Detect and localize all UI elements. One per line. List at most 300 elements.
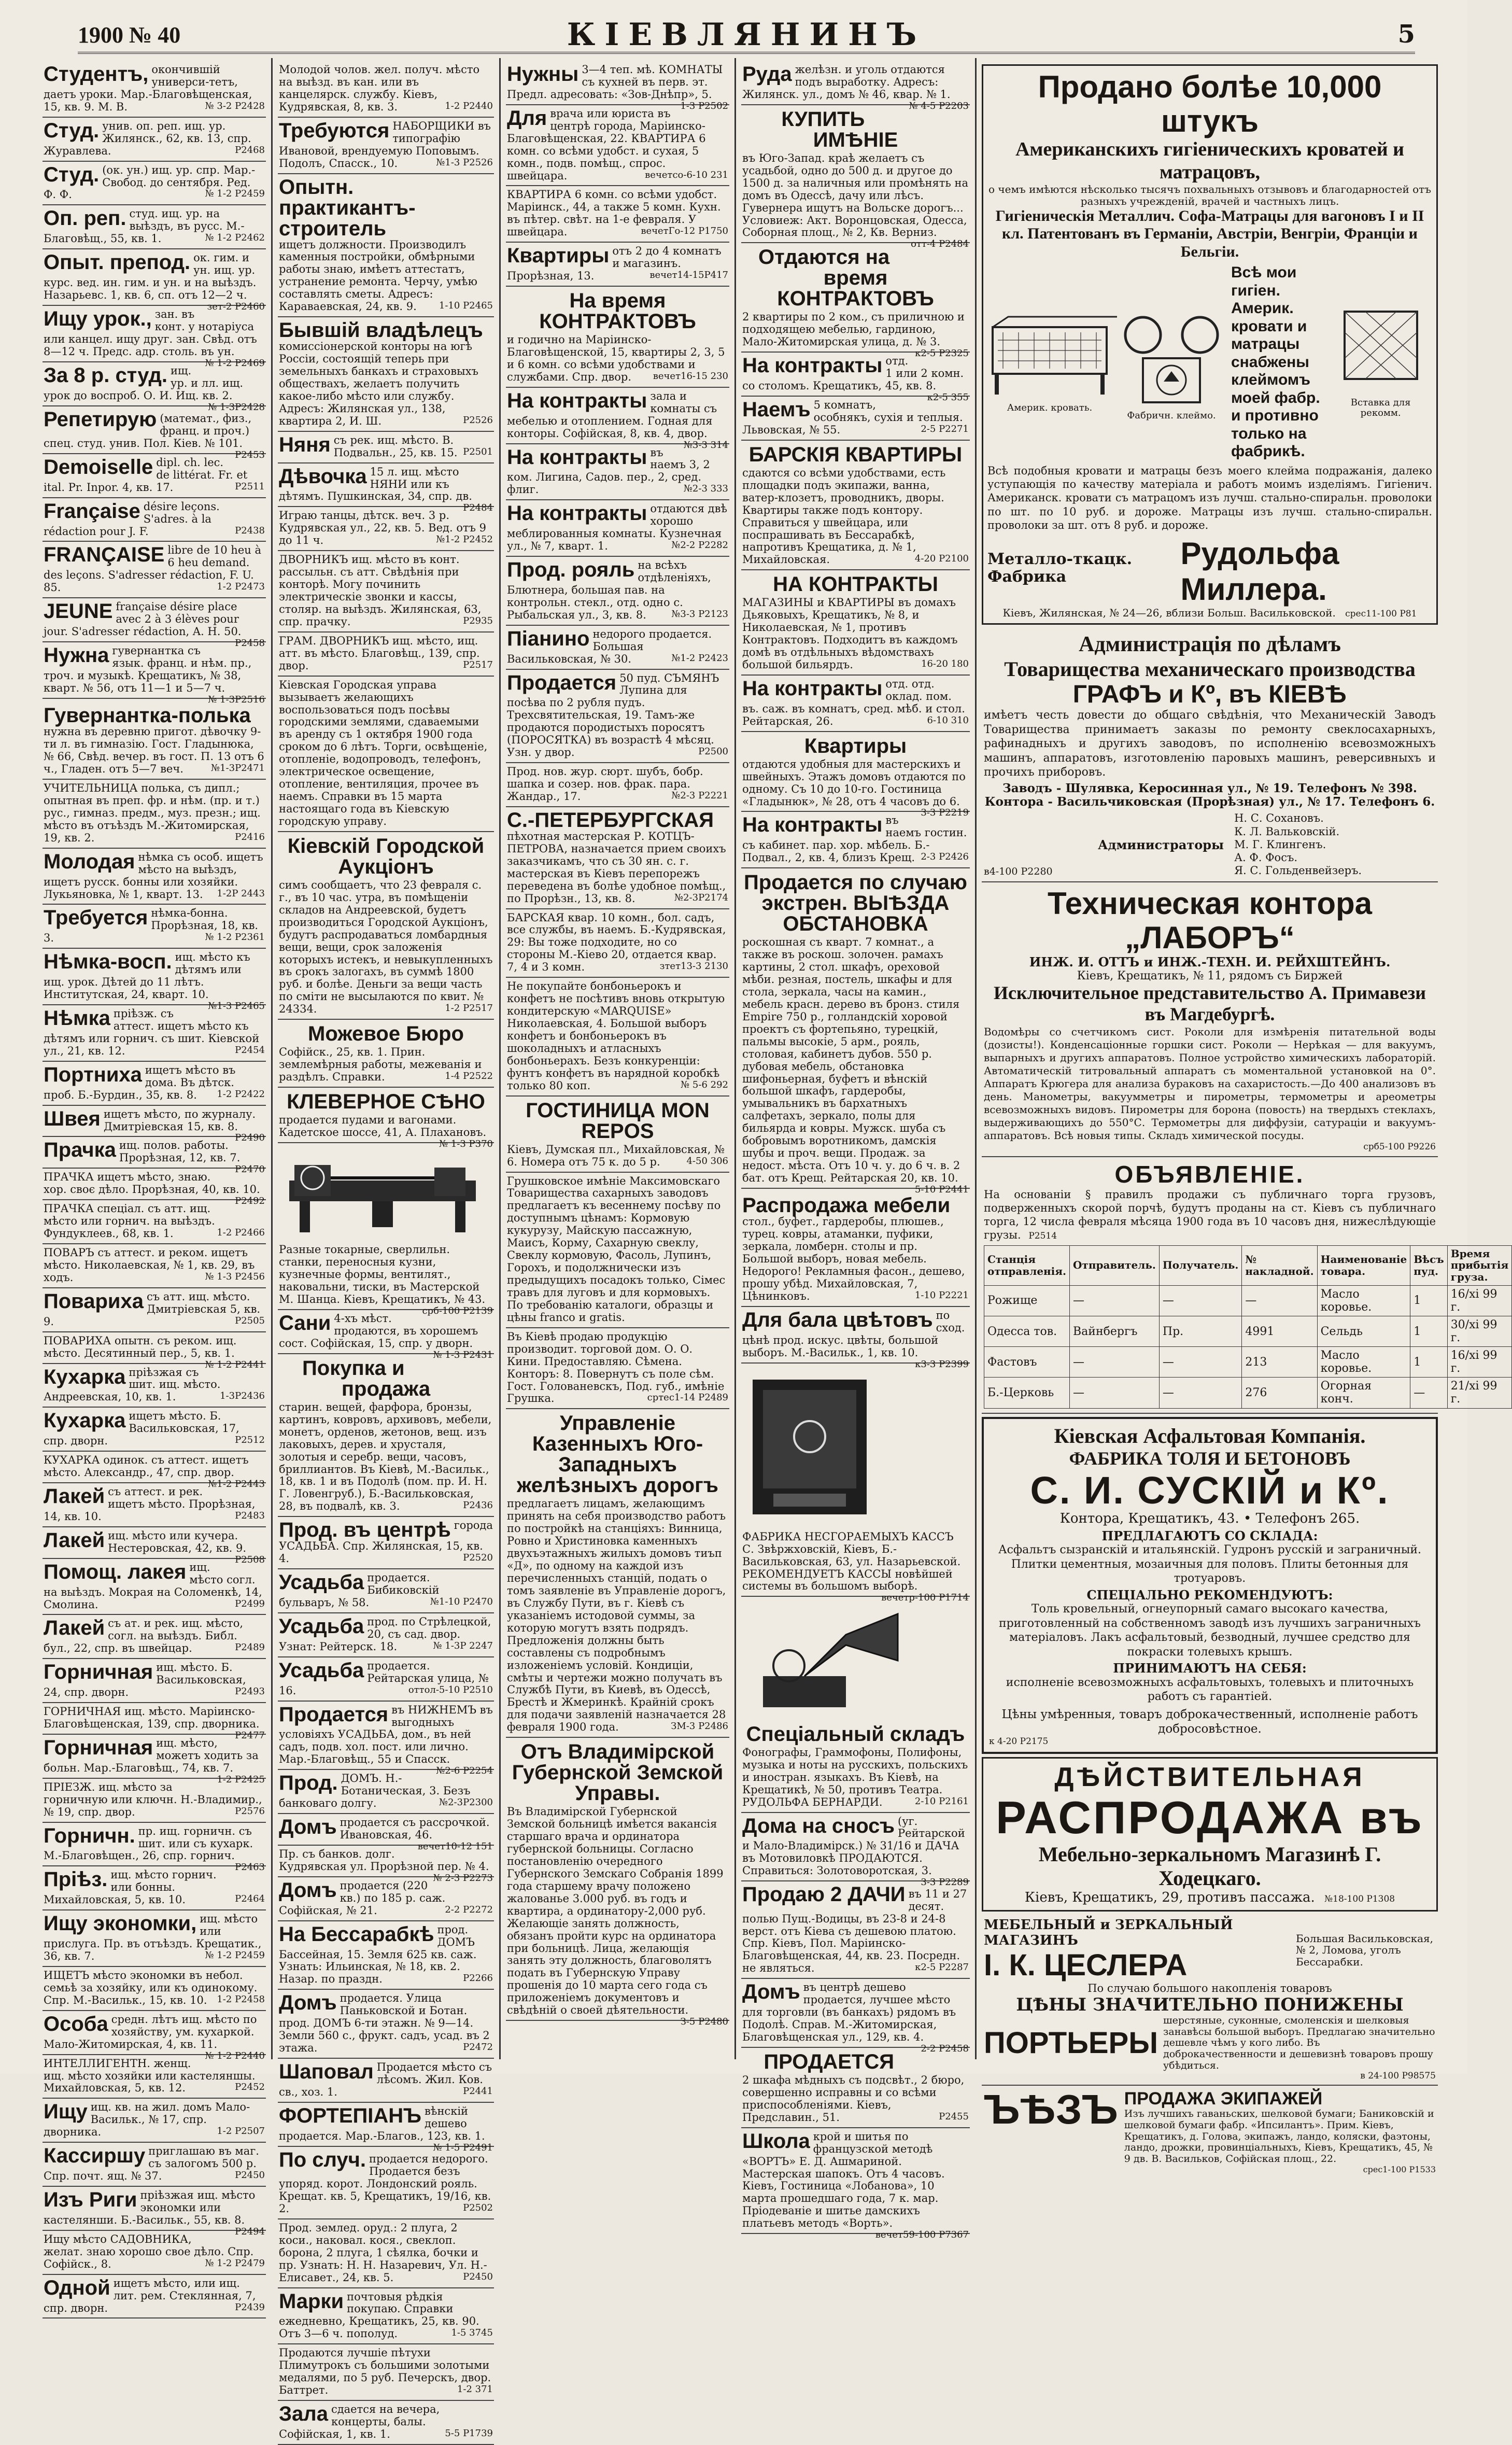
table-cell: — (1410, 1378, 1448, 1408)
ad-text: 4-хъ мѣст. продаются, въ хорошемъ сост. Софійская, 15, спр. у дворн. (279, 1312, 478, 1350)
ad-code: P2511 (235, 481, 265, 492)
classified-ad (741, 732, 970, 819)
ad-text: 15 л. ищ. мѣсто НЯНИ или къ дѣтямъ. Пушкинская, 34, спр. дв. (279, 465, 472, 503)
ad-code: № 1-3 P2431 (433, 1349, 493, 1360)
ad-code: P2450 (463, 2271, 493, 2282)
ad-code: P2463 (235, 1862, 265, 1873)
beds-illustrations (987, 264, 1432, 461)
ad-text: роскошная съ кварт. 7 комнат., а также въ роскош. золочен. рамахъ картины, 2 стол. шкафъ, ореховой мѣби. резная, постель, шкафы и для стола, зеркала, часы на камин., мебель красн. дерево въ бронз. стиля Empire 750 р., голландскій хоровой проектъ съ фортепьяно, турецкій, пальмы высокіе, 5 арм., рояль, столовая, кабинетъ дубов. 550 р. дубовая мебель, обстановка шифоньерная, буфетъ и вѣнскій большой шкафъ, гардеробы, умывальникъ въ бархатныхъ салфетахъ, зеркало, полы для бильярдa и ковры. Мужск. шуба съ бобровымъ воротникомъ, дамскія шубы и проч. вещи. Продаж. за недост. мѣста. Отъ 10 ч. у. до 6 ч. в. 2 бат. отъ Крещ. Рейтарская 20, кв. 10. (742, 936, 960, 1184)
ad-heading: На время КОНТРАКТОВЪ (539, 289, 696, 333)
ad-code: P2464 (235, 1893, 265, 1905)
ad-code: P2489 (235, 1642, 265, 1653)
ad-code: P2477 (235, 1730, 265, 1741)
table-cell: 1 (1410, 1347, 1448, 1378)
classified-ad (43, 1005, 266, 1062)
ad-code: 5-5 P1739 (445, 2427, 493, 2439)
classified-ad (278, 1770, 494, 1814)
ad-text: въ наемъ гостин. съ кабинет. пар. хор. мѣбель. Б.-Подвал., 2, кв. 4, близъ Крещ. (742, 814, 967, 864)
classified-ad (43, 162, 266, 206)
ad-code: P2484 (463, 502, 493, 514)
ad-heading: С.-ПЕТЕРБУРГСКАЯ (507, 808, 714, 832)
sale-line1: ДѢЙСТВИТЕЛЬНАЯ (1054, 1762, 1365, 1793)
asphalt-accept-title: ПРИНИМАЮТЪ НА СЕБЯ: (1113, 1661, 1307, 1676)
ad-code: сртес1-14 P2489 (647, 1392, 728, 1403)
beds-intro: о чемъ имѣются нѣсколько тысячъ похвальныхъ отзывовъ и благодарностей отъ разныхъ учрежденій, врачей и частныхъ лицъ. (988, 183, 1431, 208)
ad-code: к3-3 P2399 (915, 1358, 969, 1370)
ad-text: продается. Улица Паньковской и Ботан. прод. ДОМЪ 6-ти этажн. № 9—14. Земли 560 с., фрукт. садъ, усад. въ 2 этажа. (279, 1992, 490, 2055)
ad-heading: Прод. рояль (507, 558, 635, 581)
ad-heading: На Бессарабкѣ (279, 1922, 434, 1946)
ad-text: ищетъ мѣсто въ дома. Въ дѣтск. проб. Б.-Бурдин., 35, кв. 8. (44, 1063, 236, 1101)
table-row (984, 1347, 1512, 1378)
ad-heading: Портниха (44, 1063, 142, 1086)
ad-heading: Усадьба (279, 1659, 364, 1682)
ad-heading: Кіевскій Городской Аукціонъ (287, 834, 485, 878)
ad-text: гувернантка съ язык. франц. и нѣм. пр., троч. и музыкѣ. Крещатикъ, № 38, кварт. № 56, отъ 11—1 и 5—7 ч. (44, 644, 252, 694)
ad-text: стол., буфет., гардеробы, плюшев., турец. ковры, атаманки, пуфики, зеркала, ломберн. столы и пр. Большой выборъ, новая мебель. Недорого! Рекламныя фасон., дешево, прошу убѣд. Михайловская, 7, Цѣнинковъ. (742, 1215, 965, 1303)
classified-ad (506, 807, 729, 909)
ad-code: P2493 (235, 1686, 265, 1697)
ad-text: приглашаю въ маг. съ залогомъ 500 р. Спр. почт. ящ. № 37. (44, 2145, 259, 2183)
graf-admin-name: М. Г. Клингенъ. (1234, 838, 1326, 851)
asphalt-line2: ФАБРИКА ТОЛЯ И БЕТОНОВЪ (1069, 1448, 1351, 1469)
ad-heading: Наемъ (742, 398, 811, 421)
safe-illustration (742, 1369, 969, 1528)
ad-heading: Нужны (507, 63, 579, 86)
ad-code: 4-20 P2100 (914, 553, 969, 565)
ad-code: 1-2 P2507 (217, 2126, 265, 2137)
ad-text: ищетъ мѣсто, по журналу. Дмитріевская 15, кв. 8. (103, 1107, 256, 1133)
classified-ad (43, 1527, 266, 1565)
classified-ad (43, 1452, 266, 1490)
classified-ad (43, 1615, 266, 1659)
labor-body: Водомѣры со счетчикомъ сист. Роколи для измѣренія питательной воды (дозисты!). Конденсаціонные горшки сист. Роколи — Нерѣкая — для вакуумъ, выпарныхъ и другихъ аппаратовъ. Полное устройство химическихъ лабораторій. Автоматическій титровальный аппаратъ съ моментальной установкой на 0°. Аппаратъ Крюгера для анализа бураковъ на сахаристость.—До 400 анализовъ въ день. Манометры, вакуумметры и пирометры, термометры и ареометры всевозможныхъ видовъ. Пирометры для борона (повость) на твердыхъ стеклахъ, выдерживающихъ до 550°С. Термометры для диффузіи, сатураціи и вакуумъ-аппаратовъ. Всѣ новыя типы. Складъ химической посуды. (984, 1025, 1436, 1142)
sale-address: Кіевъ, Крещатикъ, 29, противъ пассажа. (1024, 1890, 1315, 1906)
ad-code: P2500 (698, 746, 728, 757)
tsesler-price: ЦѢНЫ ЗНАЧИТЕЛЬНО ПОНИЖЕНЫ (1016, 1994, 1404, 2016)
ad-text: и годично на Маріинско-Благовѣщенской, 15, квартиры 2, 3, 5 и 6 комн. со всѣми удобствами и службами. Спр. двор. (507, 333, 725, 383)
ad-code: 2-2 P2458 (921, 2043, 969, 2054)
ad-text: съ рек. ищ. мѣсто. В. Подвальн., 25, кв. 15. (333, 433, 458, 459)
notice-body (984, 1188, 1436, 1242)
ad-code: вечетГо-12 P1750 (641, 226, 728, 237)
ad-text: почтовыя рѣдкія покупаю. Справки ежедневно, Крещатикъ, 25, кв. 90. Отъ 3—6 ч. пополуд. (279, 2290, 479, 2340)
ad-text: продается пудами и вагонами. Кадетское шоссе, 41, А. Плахановъ. (279, 1114, 487, 1139)
ad-text: Ищу мѣсто САДОВНИКА, желат. знаю хорошо свое дѣло. Спр. Софійск., 8. (44, 2232, 254, 2270)
ad-heading: ФОРТЕПІАНЪ (279, 2104, 421, 2127)
ad-heading: Студ. (44, 119, 100, 142)
ad-text: ищ. мѣсто или кучера. Нестеровская, 42, кв. 9. (108, 1529, 247, 1554)
graf-admins-list (1234, 812, 1362, 877)
classified-ad (278, 2103, 494, 2153)
ad-code: P2439 (235, 2301, 265, 2313)
ad-text: въ центрѣ дешево продается, лучшее мѣсто для торговли (въ банкахъ) рядомъ въ Подолѣ. Справ. М.-Житомирская, Благовѣщенская ул., 129, кв. 4. (742, 1981, 956, 2044)
column-5-display-ads (977, 58, 1509, 2174)
ad-code: P2499 (235, 1598, 265, 1609)
ad-text: ищетъ должности. Производилъ каменныя постройки, обмѣрными работы знаю, имѣетъ аттестатъ, устранение ремонта. Черчу, умѣю составлять сметы. Адресъ: Караваевская, 24, кв. 9. (279, 238, 477, 313)
ad-code: P2458 (235, 638, 265, 649)
ad-text: КВАРТИРА 6 комн. со всѣми удобст. Маріинск., 44, а также 5 комн. Кухн. въ пѣтер. свѣт. на 1-е февраля. У швейцара. (507, 188, 721, 238)
ad-code: оттол-5-10 P2510 (408, 1684, 493, 1695)
ad-code: №1-10 P2470 (430, 1596, 493, 1608)
notice-column-header: Станція отправленія. (984, 1245, 1070, 1285)
classified-ad (506, 1738, 729, 2028)
ad-code: № 1-2 P2440 (205, 2050, 265, 2061)
graf-admin-name: К. Л. Вальковскій. (1234, 825, 1340, 838)
ad-code: к2-5 355 (927, 392, 969, 403)
classified-ad (741, 1813, 970, 1888)
notice-title: ОБЪЯВЛЕНІЕ. (1114, 1160, 1305, 1188)
classified-ad (278, 1569, 494, 1613)
graf-body: имѣетъ честь довести до общаго свѣдѣнія, что Механическій Заводъ Товарищества принимаетъ заказы по ремонту свеклосахарныхъ, рафинадныхъ и другихъ заводовъ, по исполненію всевозможныхъ машинъ, аппаратовъ, изготовленію паровыхъ машинъ, реверсивныхъ и прочихъ приборовъ. (984, 709, 1436, 779)
ad-code: к2-5 P2287 (915, 1962, 969, 1973)
ad-code: P2502 (463, 2202, 493, 2213)
table-cell: — (1070, 1378, 1160, 1408)
ad-heading: Зала (279, 2402, 328, 2426)
classified-ad (506, 444, 729, 501)
ad-heading: Распродажа мебели (742, 1194, 951, 1217)
classified-ad (278, 1613, 494, 1657)
table-cell: — (1242, 1285, 1317, 1316)
ad-text: ищ. мѣсто горнич. или бонны. Михайловская, 5, кв. 10. (44, 1868, 217, 1906)
classified-ad (43, 1866, 266, 1910)
ad-text: сдаются со всѣми удобствами, есть площадки подъ экипажи, ванна, ватер-клозетъ, проводникъ, дворы. Квартиры также подъ контору. Справиться у швейцара, или поспрашивать въ Бессарабкѣ, напротивъ Крещатика, д. № 1, Михайловская. (742, 466, 946, 566)
ad-heading: ГОСТИНИЦА MON REPOS (526, 1099, 710, 1143)
classified-ad (43, 1735, 266, 1785)
ad-text: ГРАМ. ДВОРНИКЪ ищ. мѣсто, ищ. атт. въ мѣсто. Благовѣщ., 139, спр. двор. (279, 634, 480, 672)
ad-text: française désire place avec 2 à 3 élèves pour jour. S'adresser rédaction, A. H. 50. (44, 600, 242, 638)
ad-code: P2576 (235, 1805, 265, 1817)
sale-line2: РАСПРОДАЖА въ (996, 1791, 1424, 1843)
classified-ad (741, 353, 970, 403)
ad-code: 1-4 P2522 (445, 1071, 493, 1082)
ad-text: продается. Бибиковскій бульваръ, № 58. (279, 1571, 440, 1609)
ad-labor-office (982, 882, 1438, 1157)
ad-text: отдаются двѣ хорошо меблированныя комнаты. Кузнечная ул., № 7, кварт. 1. (507, 502, 728, 553)
table-cell: Фастовъ (984, 1347, 1070, 1378)
ad-heading: На контракты (507, 445, 647, 469)
ad-heading: На контракты (507, 502, 647, 525)
ad-code: P2470 (235, 1164, 265, 1175)
table-cell: Вайнбергъ (1070, 1316, 1160, 1347)
classified-ad (506, 763, 729, 807)
notice-table-body (984, 1285, 1512, 1408)
graf-admins-label: Администраторы (1098, 837, 1224, 852)
ad-heading: На контракты (742, 677, 883, 700)
asphalt-offer-title: ПРЕДЛАГАЮТЪ СО СКЛАДА: (1101, 1528, 1318, 1543)
ad-heading: Кассиршу (44, 2144, 146, 2168)
classified-ad (278, 1702, 494, 1777)
classified-ad (278, 2401, 494, 2445)
ad-text: города УСАДЬБА. Спр. Жилянская, 15, кв. 4. (279, 1519, 493, 1565)
classified-ad (43, 1169, 266, 1207)
ad-heading: Дѣвочка (279, 465, 367, 488)
classified-ad (278, 1310, 494, 1360)
ad-heading: Управленіе Казенныхъ Юго-Западныхъ желѣзныхъ дорогъ (517, 1412, 718, 1497)
phono-illustration (742, 1603, 969, 1720)
ad-text: продается недорого. Продается безъ упоряд. корот. Лондонский рояль. Крещат. кв. 5, Крещатикъ, 19/16, кв. 2. (279, 2153, 491, 2215)
ad-text: désire leçons. S'adres. à la rédaction pour J. F. (44, 500, 220, 538)
tsesler-note: По случаю большого накопленія товаровъ (1087, 1982, 1332, 1995)
classified-ad (506, 287, 729, 388)
ad-text: ПОВАРИХА опытн. съ реком. ищ. мѣсто. Десятинный пер., 5, кв. 1. (44, 1334, 237, 1359)
ad-text: старин. вещей, фарфора, бронзы, картинъ, ковровъ, архивовъ, мебели, монетъ, орденов, жетонов, вещ. изъ лаковыхъ, дерев. и хрусталя, золотыя и серебр. вещи, часовъ, бриллиантов. Въ Кіевѣ, М.-Васильк., 18, кв. 1 и въ Подолѣ (пом. пр. И. Н. Г. Ловенгруб.), Б.-Васильковская, 28, въ подвалѣ, кв. 3. (279, 1400, 492, 1513)
ad-text: вѣнскій дешево продается. Мар.-Благов., 123, кв. 1. (279, 2104, 485, 2142)
ad-code: 1-5 3745 (451, 2327, 493, 2339)
ad-code: № 1-2 P2459 (205, 188, 265, 200)
classified-ad (278, 677, 494, 832)
notice-column-header: Отправитель. (1070, 1245, 1160, 1285)
classified-ad (741, 441, 970, 571)
ad-heading: Лакей (44, 1485, 105, 1508)
classified-ad (741, 676, 970, 732)
ad-text: ГОРНИЧНАЯ ищ. мѣсто. Маріинско-Благовѣщенская, 139, спр. дворника. (44, 1705, 260, 1731)
ad-code: ЗМ-3 P2486 (671, 1721, 728, 1732)
ad-code: № 1-3 P2456 (205, 1271, 265, 1282)
ad-heading: Руда (742, 63, 792, 86)
ad-code: 3-3 P2219 (921, 807, 969, 819)
ad-code: P2508 (235, 1554, 265, 1565)
ad-heading: На контракты (507, 389, 647, 412)
classified-ad (741, 1364, 970, 1604)
ad-text: нѣмка-бонна. Прорѣзная, 18, кв. 3. (44, 907, 259, 945)
ad-text: симъ сообщаетъ, что 23 февраля с. г., въ 10 час. утра, въ помѣщеніи складов на Андреевской, будетъ производиться Городской Аукціонъ, будутъ распродаваться ломбардныя вещи, вещи, срок заложенія которыхъ истекъ, и невыкупленныхъ въ срокъ залогахъ, въ суммѣ 1800 руб. и болѣе. Деньги за вещи часть по сміти не высылаются по квит. № 24334. (279, 878, 493, 1016)
ad-code: № 1-2 P2469 (205, 357, 265, 369)
ad-heading: Для (507, 106, 547, 130)
notice-column-header: Наименованіе товара. (1317, 1245, 1410, 1285)
ad-code: № 1-2 P2361 (205, 932, 265, 943)
ad-heading: БАРСКІЯ КВАРТИРЫ (748, 443, 963, 466)
lathe-icon (279, 1149, 486, 1238)
ad-heading: Для бала цвѣтовъ (742, 1309, 933, 1332)
ad-text: libre de 10 heu à 6 heu demand. des leçons. S'adresser rédaction, F. U. 85. (44, 544, 261, 594)
ad-code: № 1-2 P2459 (205, 1950, 265, 1961)
classified-ad (43, 1703, 266, 1741)
classified-ad (43, 1106, 266, 1144)
column-3 (501, 58, 736, 2059)
ad-text: Молодой чолов. жел. получ. мѣсто на выѣзд. въ кан. или въ канцелярск. службу. Кіевъ, Кудрявская, 8, кв. 3. (279, 63, 480, 113)
table-cell: Масло коровье. (1317, 1285, 1410, 1316)
ad-code: P2454 (235, 1044, 265, 1056)
ad-heading: Кухарка (44, 1365, 126, 1388)
ad-code: №1-2 P2423 (671, 652, 728, 664)
ad-code: P2472 (463, 2042, 493, 2053)
ad-text: ищ. полов. работы. Прорѣзная, 12, кв. 7. (119, 1139, 241, 1164)
ad-text: (математ., физ., франц. и проч.) спец. студ. унив. Пол. Кіев. № 101. (44, 412, 252, 449)
ad-heading: Продается (507, 671, 617, 694)
ad-heading: Продаю 2 ДАЧИ (742, 1883, 906, 1906)
ad-code: P2492 (235, 1196, 265, 1207)
classified-ad (741, 570, 970, 676)
labor-rep-title: Исключительное представительство А. Примавези въ Магдебургѣ. (994, 982, 1426, 1025)
graf-line2: Товарищества механическаго производства (1004, 657, 1416, 681)
table-row (984, 1285, 1512, 1316)
phonograph-icon (742, 1604, 908, 1718)
ad-text: сдается на вечера, концерты, балы. Софійская, 1, кв. 1. (279, 2403, 440, 2440)
ad-text: ищ. кв. на жил. домъ Мало-Васильк., № 17, спр. дворника. (44, 2101, 250, 2139)
classified-ad (43, 849, 266, 905)
ad-text: отъ 2 до 4 комнатъ и магазинъ. Прорѣзная, 13. (507, 245, 722, 283)
ad-heading: Ищу экономки, (44, 1912, 197, 1935)
ad-code: №2-2 P2282 (671, 540, 728, 551)
asphalt-name: С. И. СУСКІЙ и Кº. (1030, 1468, 1390, 1512)
ad-text: Грушковское имѣніе Максимовскаго Товарищества сахарныхъ заводовъ предлагаетъ къ весеннему посѣву по доступнымъ цѣнамъ: Кормовую кукурузу, Майскую пассажную, Маисъ, Корму, Сахарную свеклу, Свеклу кормовую, Фасоль, Лупинъ, Горохъ, и подолжнически изъ предыдущихъ посадокъ только, Сімес травъ для луговъ и для кормовыхъ. По требованію каталоги, образцы и цѣны franco и gratis. (507, 1174, 726, 1324)
ad-text: КУХАРКА одинок. съ аттест. ищетъ мѣсто. Александр., 47, спр. двор. (44, 1454, 249, 1479)
ad-text: на всѣхъ отдѣленіяхъ, Блютнера, большая пав. на контрольн. стекл., отд. одно с. Рыбальская ул., 3, кв. 8. (507, 559, 711, 621)
beds-address-text: Кіевъ, Жилянская, № 24—26, вблизи Больш. Васильковской. (1002, 607, 1336, 619)
classified-ad (43, 598, 266, 649)
ad-code: 2-3 P2426 (921, 851, 969, 863)
ad-heading: Бывшій владѣлецъ (279, 319, 483, 342)
ad-graf-company (982, 628, 1438, 882)
beds-title: Продано болѣе 10,000 штукъ (1038, 69, 1382, 138)
labor-address: Кіевъ, Крещатикъ, № 11, рядомъ съ Биржей (1077, 969, 1343, 982)
ad-khodetsky-sale (982, 1757, 1438, 1912)
ad-code: P2455 (939, 2111, 969, 2122)
classified-ad (43, 2231, 266, 2275)
ad-heading: Продается по случаю экстрен. ВЫѢЗДА ОБСТАНОВКА (744, 871, 967, 936)
ad-heading: Отдаются на время КОНТРАКТОВЪ (758, 246, 934, 311)
ad-freight-notice (982, 1157, 1509, 1414)
ad-text: Прод. землед. оруд.: 2 плуга, 2 коси., наковал. кося., свеклоп. борона, 2 плуга, 1 сѣялка, бочки и пр. Узнать: Н. Н. Назаревич, Ул. Н.-Елисавет., 24, кв. 5. (279, 2221, 487, 2284)
ad-heading: Горничн. (44, 1824, 135, 1847)
beds-body: Всѣ подобныя кровати и матрацы безъ моего клейма подражанія, далеко уступающія по качеству матеріала и работъ моимъ изделіямъ. Гигіенич. Американск. кровати съ матрацомъ изъ лучш. стально-спиральн. проволоки по шт. по 10 руб. и дороже. Матрацы изъ лучш. стально-спиральн. проволоки за шт. отъ 8 руб. и дороже. (987, 464, 1432, 531)
ad-code: № 1-3P 2247 (433, 1640, 493, 1651)
ad-text: 5 комнатъ, особнякъ, сухія и теплыя. Львовская, № 55. (742, 399, 963, 436)
ad-text: Фонографы, Граммофоны, Полифоны, музыка и ноты на русскихъ, польскихъ и иностран. языкахъ. Въ Кіевѣ, на Крещатикѣ, № 50, противъ Театра. РУДОЛЬФА БЕРНАРДИ. (742, 1746, 968, 1808)
table-cell: Рожище (984, 1285, 1070, 1316)
graf-admin-name: А. Ф. Фосъ. (1234, 851, 1298, 864)
ad-heading: Марки (279, 2289, 344, 2313)
ad-code: вечет14-15P417 (649, 270, 728, 281)
ad-text: Пр. съ банков. долг. Кудрявская ул. Прорѣзной пер. № 4. (279, 1847, 489, 1873)
classified-ad (506, 670, 729, 764)
ad-text: ищ. мѣсто или прислуга. Пр. въ отъѣздъ. Крещатик., 36, кв. 7. (44, 1913, 262, 1963)
table-cell: — (1159, 1347, 1241, 1378)
ad-text: (ок. ун.) ищ. ур. спр. Мар.-Свобод. до сентября. Ред. Ф. Ф. (44, 163, 256, 201)
classified-ad (43, 2011, 266, 2061)
table-cell: 1 (1410, 1316, 1448, 1347)
classified-ad (43, 1200, 266, 1244)
ad-code: вечетсо-6-10 231 (645, 169, 728, 180)
ad-code: P2468 (235, 144, 265, 156)
classified-ad (43, 1332, 266, 1370)
asphalt-prices: Цѣны умѣренныя, товаръ доброкачественный, исполненіе работъ добросовѣстное. (1001, 1707, 1418, 1736)
ad-heading: Усадьба (279, 1571, 364, 1594)
ad-carriages (982, 2086, 1438, 2177)
issue-date: 1900 № 40 (78, 22, 181, 48)
table-cell: Сельдь (1317, 1316, 1410, 1347)
ad-text: ищ. ур. и лл. ищ. урок до воспроб. О. И. Ищ. кв. 2. (44, 364, 244, 402)
ad-heading: КУПИТЬ ИМѢНІЕ (781, 107, 898, 151)
classified-ad (43, 1483, 266, 1527)
ad-heading: Можевое Бюро (308, 1022, 464, 1046)
ad-code: P2450 (235, 2170, 265, 2181)
column-4 (736, 58, 977, 2241)
ad-code: 3-3 P2289 (921, 1877, 969, 1888)
ad-text: продается. Рейтарская улица, № 16. (279, 1659, 489, 1697)
ad-text: комиссіонерской конторы на югѣ Россіи, состоящій теперь при земельныхъ банкахъ и страховыхъ обществахъ, желаетъ получить какое-либо мѣсто или службу. Адресъ: Жилянская ул., 138, квартира 2, И. Ш. (279, 340, 478, 427)
classified-ad (506, 1097, 729, 1173)
table-cell: 276 (1242, 1378, 1317, 1408)
sale-line3: Мебельно-зеркальномъ Магазинѣ Г. Ходецкаго. (1038, 1843, 1381, 1890)
ad-text: 50 пуд. СЪМЯНЪ Лупина для посѣва по 2 рубля пудъ. Трехсвятительская, 19. Тамъ-же продаются породистыхъ поросятъ (ПОРОСЯТКА) въ возрастѣ 4 мѣсяц. Узн. у двор. (507, 671, 719, 759)
classified-ad (278, 1921, 494, 1990)
classified-ad (741, 2048, 970, 2128)
table-cell: 16/xi 99 г. (1447, 1285, 1512, 1316)
ad-heading: Ищу урок., (44, 307, 152, 330)
ad-heading: Молодая (44, 850, 135, 873)
ad-heading: Горничная (44, 1736, 153, 1759)
classified-ad (506, 388, 729, 451)
classified-ad (278, 1020, 494, 1088)
ad-code: вечет10-12 151 (417, 1840, 493, 1852)
column-1 (37, 58, 273, 2314)
ad-code: P2520 (463, 1552, 493, 1564)
ad-code: 1-2 371 (457, 2384, 493, 2395)
classified-ad (43, 61, 266, 118)
ad-heading: Требуется (44, 906, 148, 930)
ad-heading: Опыт. препод. (44, 251, 191, 274)
ad-code: 1-2 P2425 (217, 1774, 265, 1785)
ad-heading: Покупка и продажа (302, 1356, 431, 1400)
labor-title: Техническая контора „ЛАБОРЪ“ (1048, 886, 1372, 955)
ad-code: P2483 (235, 1510, 265, 1521)
carriages-head: ЪѢЗЪ (984, 2086, 1118, 2132)
table-cell: — (1070, 1285, 1160, 1316)
classified-ad (43, 1062, 266, 1106)
ad-code: 1-2 P2458 (217, 1993, 265, 2005)
ad-text: ищ. мѣсто согл. на выѣздъ. Мокрая на Соломенкѣ, 14, Смолина. (44, 1561, 262, 1611)
ad-code: № 1-5 P2491 (433, 2142, 493, 2153)
ad-heading: FRANÇAISE (44, 543, 165, 567)
asphalt-accept: исполненіе всевозможныхъ асфальтовыхъ, толевыхъ и плиточныхъ работъ съ гарантіей. (1006, 1676, 1414, 1704)
ad-heading: Квартиры (804, 734, 907, 757)
stamp-caption: Фабричн. клеймо. (1127, 410, 1216, 421)
ad-code: P2505 (235, 1315, 265, 1326)
ad-code: № 1-3P2516 (208, 694, 265, 705)
ad-text: желѣзн. и уголь отдаются подъ выработку. Адресъ: Жилянск. ул., домъ № 46, квар. № 1. (742, 63, 951, 101)
classified-ad (278, 1814, 494, 1852)
ad-code: P2935 (463, 615, 493, 626)
ad-heading: Нужна (44, 644, 109, 667)
ad-text: Въ Владимірской Губернской Земской больницѣ имѣется вакансія старшаго врача и ординатора губернской больницы. Согласно постановленію очередного Губернского Земскаго Собранія 1899 года старшему врачу положено жалованье 3.000 руб. въ годъ и квартира, а ординатору-2,000 руб. Желающіе занять должность, обязанъ пройти курс на ординатора при больницѣ. Лица, желающія занять эту должность, благоволятъ подать въ Губернскую Управу прошенія до 10 марта сего года съ приложеніемъ документовъ и свѣдѣній о своей дѣятельности. (507, 1805, 724, 2017)
ad-code: отт-4 P2484 (911, 238, 969, 250)
table-cell: Масло коровье. (1317, 1347, 1410, 1378)
ad-text: предлагаетъ лицамъ, желающимъ принять на себя производство работъ по постройкѣ на станціяхъ: Винница, Ровно и Христиновка каменныхъ двухъэтажныхъ жилыхъ домовъ тиъп «Д», по одному на каждой изъ перечисленныхъ станцій, подать о томъ заявленіе въ Управленіе дорогъ, въ Службу Пути, въ г. Кіевѣ съ указаніемъ истодовой суммы, за которую могутъ взять подрядъ. Предложенія должны быть составлены съ подробнымъ изложеніемъ условій. Кондиціи, смѣты и чертежи можно получать въ Службѣ Пути, въ Киевѣ, въ Одессѣ, Брестѣ и Жмеринкѣ. Крайній срокъ для подачи заявленій назначается 28 февраля 1900 года. (507, 1497, 726, 1734)
ad-text: ПРАЧКА ищетъ мѣсто, знаю. хор. своє дѣло. Прорѣзная, 40, кв. 10. (44, 1171, 260, 1196)
classified-ad (278, 1877, 494, 1921)
ad-text: ок. гим. и ун. ищ. ур. курс. вед. ин. гим. и ун. и на выѣздъ. Назарьевс. 1, кв. 6, сп. отъ 12—2 ч. (44, 251, 257, 301)
ad-heading: За 8 р. студ. (44, 363, 168, 387)
sale-address-line (987, 1890, 1432, 1906)
ad-heading: Школа (742, 2129, 810, 2153)
ad-text: пріѣзжая ищ. мѣсто экономки или кастелянши. Б.-Васильк., 55, кв. 8. (44, 2189, 256, 2226)
ad-heading: Сани (279, 1312, 331, 1335)
ad-code: 1-10 P2465 (439, 300, 493, 312)
ad-text: dipl. ch. lec. de littérat. Fr. et ital. Pr. Inpor. 4, кв. 17. (44, 456, 248, 494)
ad-code: №3-3 314 (683, 439, 728, 451)
ad-text: прод. по Стрѣлецкой, 20, съ сад. двор. Узнат: Рейтерск. 18. (279, 1615, 491, 1653)
ad-text: ПРАЧКА спеціал. съ атт. ищ. мѣсто или горнич. на выѣздъ. Фундуклеев., 68, кв. 1. (44, 1202, 215, 1240)
ad-heading: НА КОНТРАКТЫ (773, 573, 938, 596)
ad-code: №1-2 P2443 (208, 1479, 265, 1490)
table-cell: 4991 (1242, 1316, 1317, 1347)
ad-code: № 4-5 P2203 (909, 100, 969, 111)
ad-code: зет-2 P2460 (207, 301, 265, 312)
ad-text: недорого продается. Большая Васильковская, № 30. (507, 627, 712, 665)
classified-ad (43, 205, 266, 249)
